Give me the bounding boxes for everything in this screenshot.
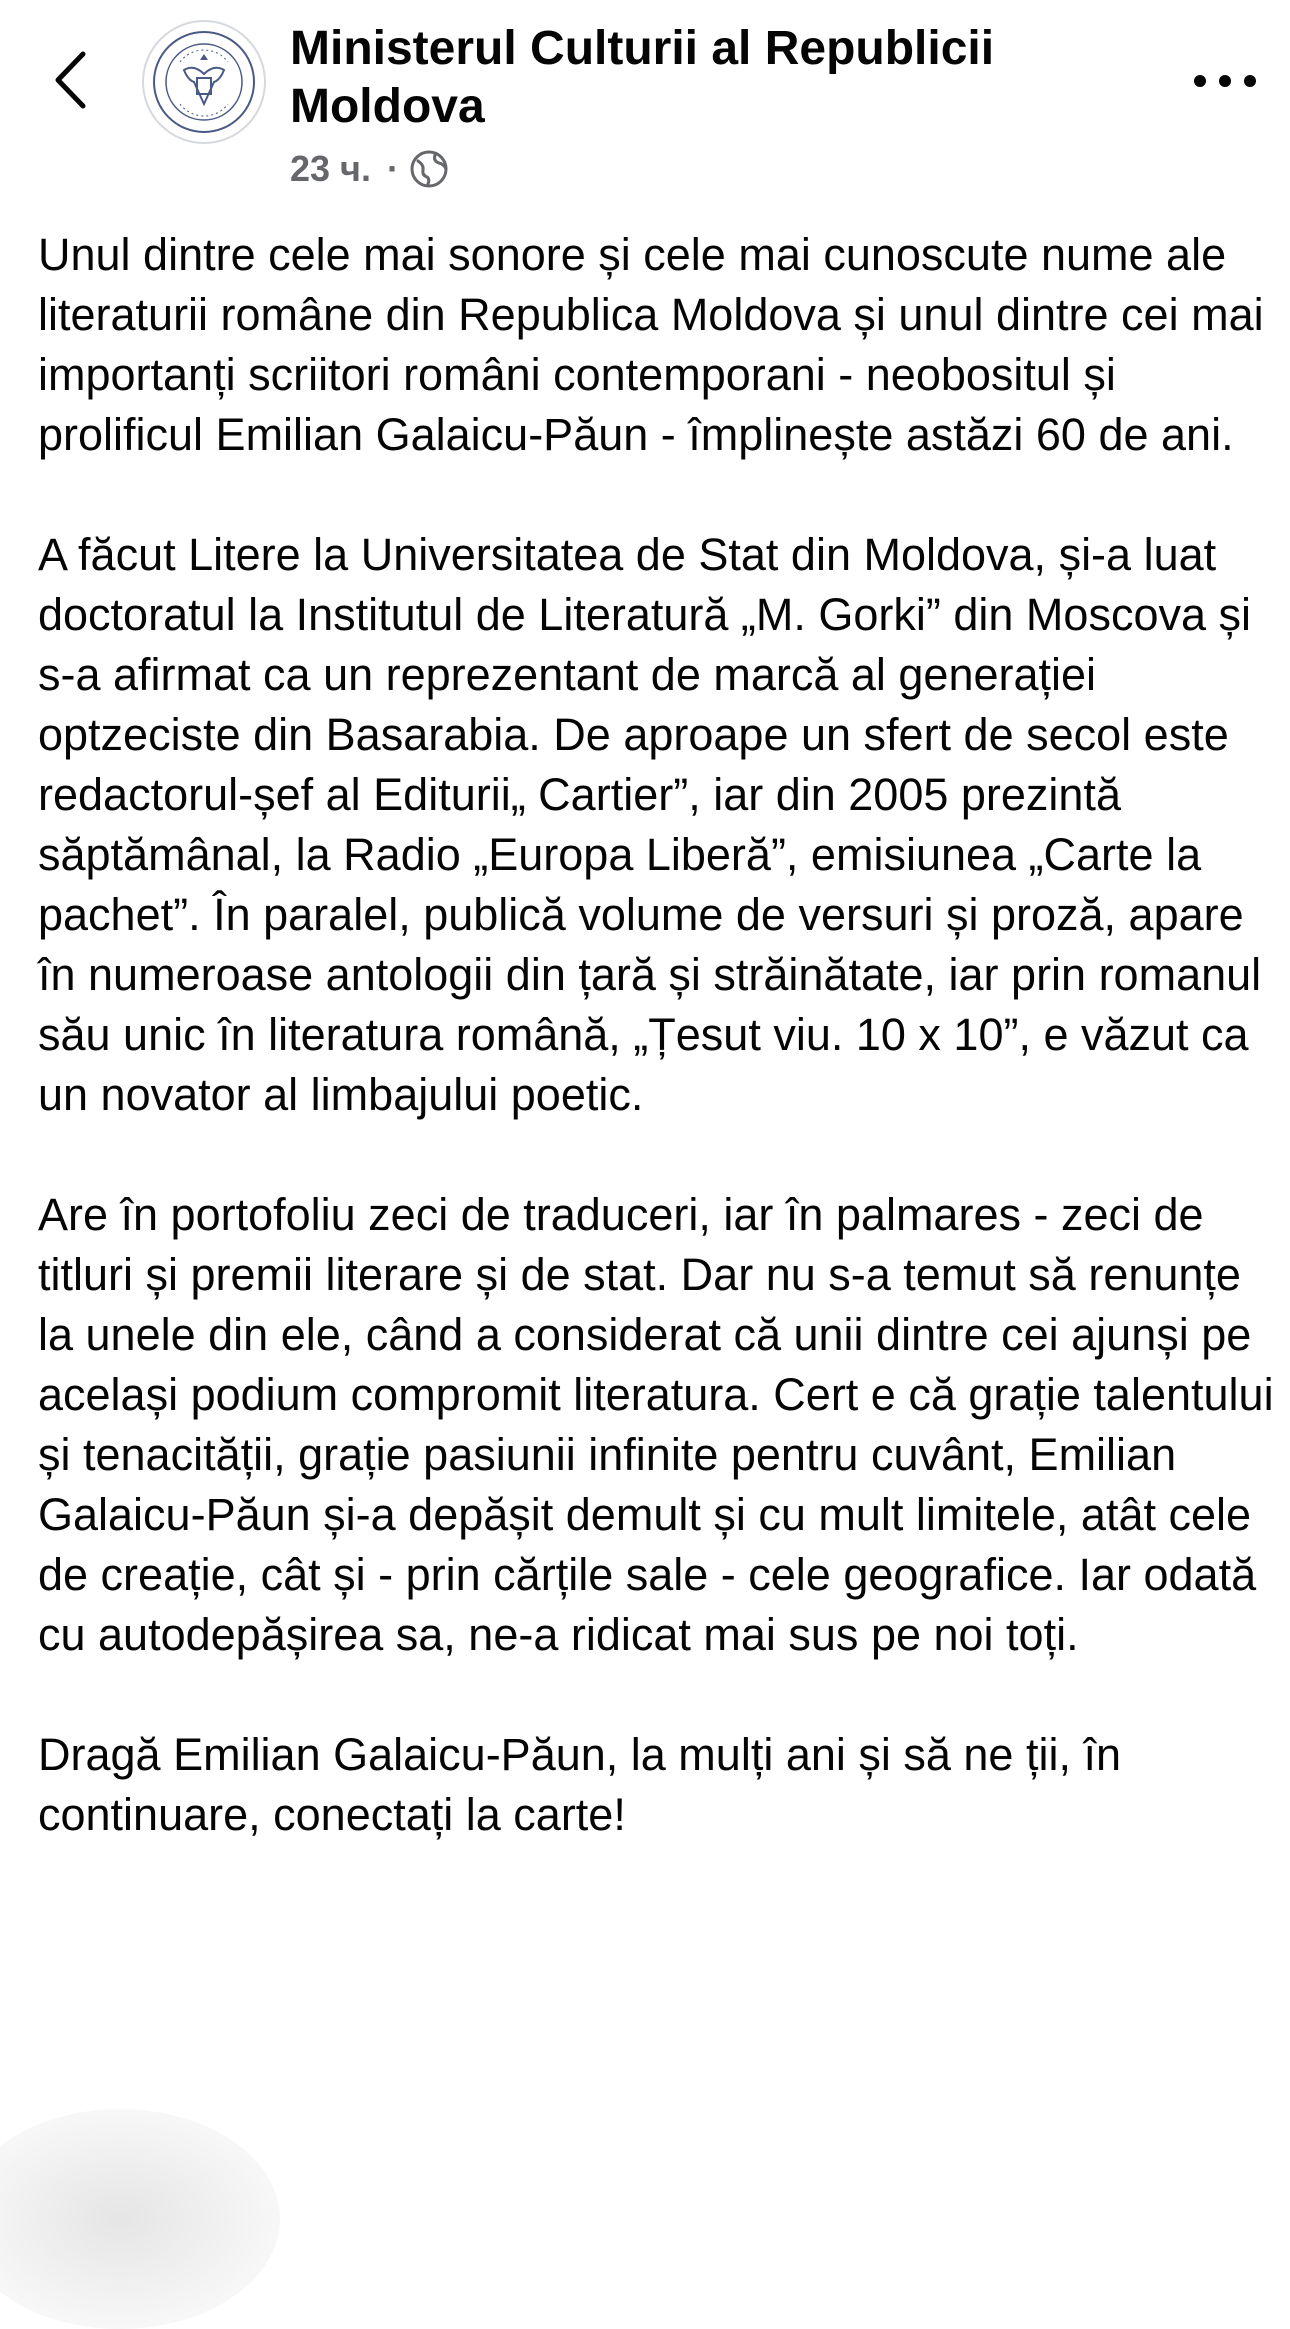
post-paragraph: Dragă Emilian Galaicu-Păun, la mulți ani și să ne ții, în continuare, conectați la carte! xyxy=(38,1729,1121,1840)
more-options-button[interactable] xyxy=(1180,46,1270,116)
meta-separator: · xyxy=(386,148,399,189)
globe-icon[interactable] xyxy=(409,149,449,189)
government-seal-icon xyxy=(144,22,264,142)
page-avatar[interactable] xyxy=(142,20,266,144)
post-timestamp[interactable]: 23 ч. xyxy=(290,148,371,189)
post-paragraph: A făcut Litere la Universitatea de Stat din Moldova, și-a luat doctoratul la Institutul de Literatură „M. Gorki” din Moscova și s-a afirmat ca un reprezentant de marcă al generației optzeciste din Basarabia. De aproape un sfert de secol este redactorul-șef al Editurii„ Cartier”, iar din 2005 prezintă săptămânal, la Radio „Europa Liberă”, emisiunea „Carte la pachet”. În paralel, publică volume de versuri și proză, apare în numeroase antologii din țară și străinătate, iar prin romanul său unic în literatura română, „Țesut viu. 10 x 10”, e văzut ca un novator al limbajului poetic. xyxy=(38,529,1262,1120)
post-paragraph: Are în portofoliu zeci de traduceri, iar în palmares - zeci de titluri și premii literare și de stat. Dar nu s-a temut să renunțe la unele din ele, când a considerat că unii dintre cei ajunși pe același podium compromit literatura. Cert e că grație talentului și tenacității, grație pasiunii infinite pentru cuvânt, Emilian Galaicu-Păun și-a depășit demult și cu mult limitele, atât cele de creație, cât și - prin cărțile sale - cele geografice. Iar odată cu autodepășirea sa, ne-a ridicat mai sus pe noi toți. xyxy=(38,1189,1274,1660)
post-text xyxy=(38,225,1278,1905)
post-meta xyxy=(290,143,449,195)
more-horizontal-icon xyxy=(1190,71,1260,91)
chevron-left-icon xyxy=(53,50,87,110)
post-paragraph: Unul dintre cele mai sonore și cele mai cunoscute nume ale literaturii române din Republica Moldova și unul dintre cei mai importanți scriitori români contemporani - neobositul și prolificul Emilian Galaicu-Păun - împlinește astăzi 60 de ani. xyxy=(38,229,1264,460)
post-header xyxy=(0,0,1290,205)
back-button[interactable] xyxy=(40,40,100,120)
scroll-shadow xyxy=(0,2109,280,2329)
page-name-link[interactable]: Ministerul Culturii al Republicii Moldova xyxy=(290,22,995,133)
